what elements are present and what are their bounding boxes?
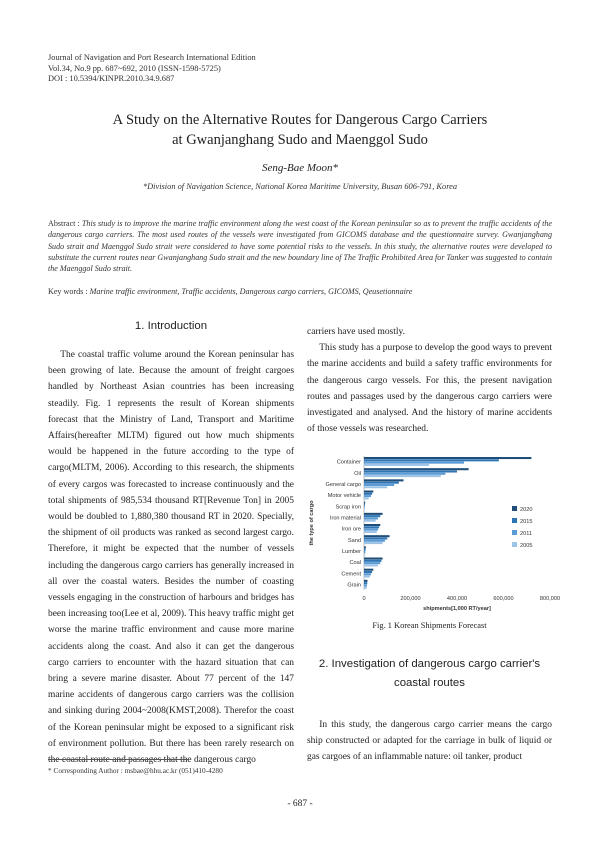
bar-2011-cement <box>364 573 371 575</box>
bar-2011-grain <box>364 584 367 586</box>
bar-2015-general-cargo <box>364 482 399 484</box>
journal-info <box>48 53 256 85</box>
category-label: Sand <box>347 537 361 544</box>
bar-2005-sand <box>364 542 383 544</box>
category-label: Iron material <box>329 515 361 522</box>
bar-2020-coal <box>364 558 383 560</box>
bar-2020-lumber <box>364 546 366 548</box>
left-column <box>48 347 294 768</box>
author-affiliation: *Division of Navigation Science, National Korea Maritime University, Busan 606-791, Korea <box>142 182 458 191</box>
bar-2015-scrap-iron <box>364 504 365 506</box>
category-label: Iron ore <box>341 526 361 533</box>
bar-2011-iron-material <box>364 517 378 519</box>
shipments-forecast-chart <box>307 446 561 616</box>
bar-2015-motor-vehicle <box>364 493 372 495</box>
bar-2015-coal <box>364 560 381 562</box>
bar-2020-oil <box>364 468 469 470</box>
legend-label-2020: 2020 <box>520 507 533 513</box>
bar-2015-grain <box>364 582 367 584</box>
legend-swatch-2005 <box>512 542 517 547</box>
x-tick-label: 600,000 <box>493 596 514 602</box>
bar-2005-iron-material <box>364 520 376 522</box>
section-2-paragraph-1: In this study, the dangerous cargo carrier means the cargo ship constructed or adapted for the carriage in bulk of liquid or gas cargoes of an inflammable nature: oil tanker, product <box>307 720 552 763</box>
bar-2011-iron-ore <box>364 529 378 531</box>
category-label: General cargo <box>325 481 361 488</box>
x-tick-label: 200,000 <box>400 596 421 602</box>
bar-2005-oil <box>364 475 441 477</box>
footnote-divider <box>48 759 188 760</box>
category-label: Cement <box>341 571 361 578</box>
author-name: Seng-Bae Moon* <box>261 162 339 174</box>
bar-2011-oil <box>364 473 445 475</box>
x-tick-label: 400,000 <box>446 596 468 602</box>
section-2-heading <box>307 655 552 693</box>
bar-2020-grain <box>364 580 367 582</box>
legend-swatch-2011 <box>512 530 517 535</box>
category-label: Motor vehicle <box>327 493 361 500</box>
bar-2020-sand <box>364 535 390 537</box>
bar-2015-iron-material <box>364 515 380 517</box>
category-label: Coal <box>349 560 361 567</box>
journal-volume: Vol.34, No.9 pp. 687~692, 2010 (ISSN-1598-5725) <box>48 63 221 73</box>
bar-2020-iron-material <box>364 513 383 515</box>
keywords-label: Key words : <box>48 287 90 296</box>
legend-label-2005: 2005 <box>520 543 533 549</box>
title-line-1: A Study on the Alternative Routes for Dangerous Cargo Carriers <box>112 112 488 128</box>
bar-2011-coal <box>364 562 380 564</box>
bar-2015-oil <box>364 470 457 472</box>
bar-2011-container <box>364 462 464 464</box>
legend-label-2015: 2015 <box>520 519 533 525</box>
bar-2020-motor-vehicle <box>364 491 373 493</box>
bar-2015-sand <box>364 537 387 539</box>
bar-2005-general-cargo <box>364 486 387 488</box>
abstract <box>48 218 552 274</box>
bar-2005-cement <box>364 576 370 578</box>
abstract-label: Abstract : <box>48 219 82 228</box>
journal-name: Journal of Navigation and Port Research International Edition <box>48 53 256 62</box>
bar-2005-grain <box>364 587 367 589</box>
title-line-2: at Gwanjanghang Sudo and Maenggol Sudo <box>172 132 428 148</box>
bar-2005-scrap-iron <box>364 509 365 511</box>
x-tick-label: 0 <box>362 596 366 602</box>
y-axis-label: the type of cargo <box>309 500 315 546</box>
paper-title <box>40 110 560 150</box>
intro-paragraph-1-continued: carriers have used mostly. <box>307 327 405 337</box>
bar-2011-sand <box>364 540 385 542</box>
journal-doi: DOI : 10.5394/KINPR.2010.34.9.687 <box>48 74 175 83</box>
bar-2005-coal <box>364 564 378 566</box>
page-number: - 687 - <box>287 799 313 809</box>
intro-paragraph-1: The coastal traffic volume around the Korean peninsular has been growing of late. Because the amount of freight cargoes handled by Northeast Asian countries has been increasing steadily. Fig. 1 represents the result of Korean shipments forecast that the Ministry of Land, Transport and Maritime Affairs(hereafter MLTM) figured out how much shipments would be happened in the future according to the type of cargo(MLTM, 2006). According to this research, the shipments of every cargos was forecasted to increase continuously and the total shipments of 985,534 thousand RT[Revenue Ton] in 2005 would be doubled to 1,880,380 thousand RT in 2020. Specially, the shipment of oil products was ranked as second largest cargo. Therefore, it might be expected that the number of vessels including the dangerous cargo carriers has generally increased in all over the coastal waters. Besides the number of coasting vessels engaging in the construction of harbours and bridges has been increasing too(Lee et al, 2009). This heavy traffic might get worse the marine traffic environment and cause more marine accidents along the coast. And also it can get the dangerous cargo carriers to encounter with the hazard situation that can bring a severe marine disaster. About 77 percent of the 147 marine accidents of dangerous cargo carriers was the collision and sinking during 2004~2008(KMST,2008). Therefor the coast of the Korean peninsular might be exposed to a significant risk of environment pollution. But there has been rarely research on the coastal route and passages that the dangerous cargo <box>48 350 294 766</box>
x-tick-label: 800,000 <box>539 596 561 602</box>
category-label: Oil <box>354 470 361 477</box>
bar-2020-iron-ore <box>364 524 380 526</box>
figure-caption: Fig. 1 Korean Shipments Forecast <box>372 621 487 630</box>
footnote: * Corresponding Author : msbae@hhu.ac.kr (051)410-4280 <box>48 766 223 775</box>
bar-2020-general-cargo <box>364 479 404 481</box>
bar-2005-motor-vehicle <box>364 497 369 499</box>
bar-2020-cement <box>364 569 373 571</box>
section-2-heading-line-1: 2. Investigation of dangerous cargo carrier's <box>318 658 541 670</box>
bar-2015-container <box>364 459 499 461</box>
bar-2011-motor-vehicle <box>364 495 371 497</box>
right-column-bottom <box>307 717 552 766</box>
bar-2005-iron-ore <box>364 531 377 533</box>
right-column-top <box>307 324 552 437</box>
bar-2015-lumber <box>364 549 366 551</box>
category-label: Container <box>336 459 361 466</box>
bar-2011-lumber <box>364 551 365 553</box>
bar-2011-general-cargo <box>364 484 394 486</box>
bar-2015-cement <box>364 571 372 573</box>
section-1-heading: 1. Introduction <box>134 320 208 332</box>
section-2-heading-line-2: coastal routes <box>394 677 465 689</box>
bar-2005-lumber <box>364 553 365 555</box>
bar-2011-scrap-iron <box>364 506 365 508</box>
keywords-text: Marine traffic environment, Traffic accidents, Dangerous cargo carriers, GICOMS, Qeusetionnaire <box>89 287 413 296</box>
category-label: Grain <box>347 582 361 589</box>
intro-paragraph-2: This study has a purpose to develop the good ways to prevent the marine accidents and build a safety traffic environments for the dangerous cargo vessels. For this, the present navigation routes and passages used by the dangerous cargo carriers were investigated and analysed. And the history of marine accidents of those vessels was researched. <box>307 343 552 435</box>
abstract-text: This study is to improve the marine traffic environment along the west coast of the Korean peninsular so as to prevent the traffic accidents of the dangerous cargo carriers. The most used routes of the vessels were investigated from GICOMS database and the questionnaire survey. Gwanjanghang Sudo strait and Maenggol Sudo strait were considered to have some potential risks to the vessels. In this study, the alternative routes were developed to substitute the current routes near Gwanjanghang Sudo strait and the new boundary line of The Traffic Prohibited Area for Tanker was suggested to contain the Maenggol Sudo strait. <box>48 219 552 274</box>
bar-2020-scrap-iron <box>364 502 365 504</box>
category-label: Scrap iron <box>335 504 361 511</box>
legend-swatch-2020 <box>512 506 517 511</box>
keywords <box>48 287 552 296</box>
bar-2015-iron-ore <box>364 526 379 528</box>
legend-label-2011: 2011 <box>520 531 533 537</box>
bar-2005-container <box>364 464 429 466</box>
bar-2020-container <box>364 457 531 459</box>
x-axis-label: shipments[1,000 RT/year] <box>423 606 491 612</box>
legend-swatch-2015 <box>512 518 517 523</box>
category-label: Lumber <box>342 548 361 555</box>
